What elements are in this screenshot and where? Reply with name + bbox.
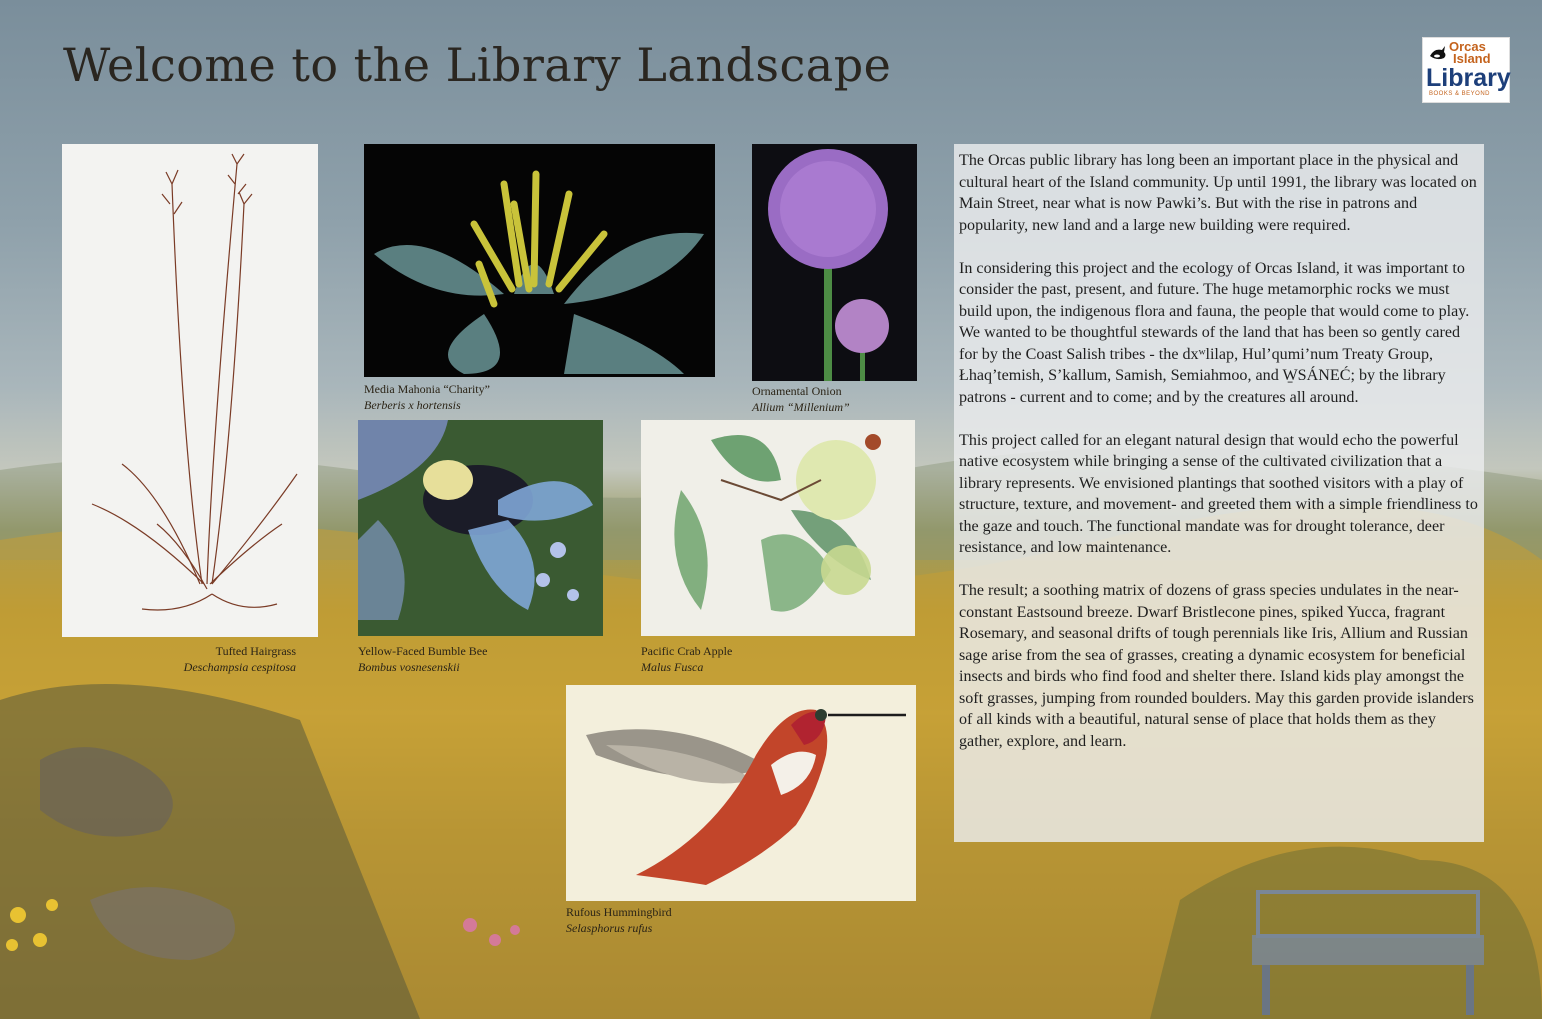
caption-allium — [752, 383, 922, 415]
description-panel — [954, 144, 1484, 842]
specimen-scientific: Allium “Millenium” — [752, 400, 850, 414]
caption-hummingbird — [566, 904, 816, 936]
specimen-name: Ornamental Onion — [752, 384, 842, 398]
paragraph-history: The Orcas public library has long been an important place in the physical and cultural heart of the Island community. Up until 1991, the library was located on Main Street, near what is now Pawki’s. But with the rise in patrons and popularity, new land and a large new building were required. — [959, 152, 1477, 234]
specimen-name: Yellow-Faced Bumble Bee — [358, 644, 488, 658]
specimen-name: Rufous Hummingbird — [566, 905, 672, 919]
hummingbird-illustration — [566, 685, 916, 901]
logo-line-3: Library — [1426, 64, 1511, 92]
specimen-name: Tufted Hairgrass — [215, 644, 296, 658]
allium-photo — [752, 144, 917, 381]
bumblebee-illustration — [358, 420, 603, 636]
specimen-scientific: Deschampsia cespitosa — [183, 660, 296, 674]
specimen-scientific: Berberis x hortensis — [364, 398, 461, 412]
specimen-name: Media Mahonia “Charity” — [364, 382, 490, 396]
paragraph-ecology: In considering this project and the ecology of Orcas Island, it was important to consider the past, present, and future. The huge metamorphic rocks we must build upon, the indigenous flora and fauna, the people that would come to play. We wanted to be thoughtful stewards of the land that has been so gently cared for by the Coast Salish tribes - the dxʷlilap, Hul’qumi’num Treaty Group, Łhaq’temish, S’kallum, Samish, Semiahmoo, and W̱SÁNEĆ; by the library patrons - current and to come; and by the creatures all around. — [959, 259, 1470, 406]
orca-icon — [1428, 44, 1448, 64]
paragraph-design: This project called for an elegant natural design that would echo the powerful native ecosystem while bringing a sense of the cultivated civilization that a library represents. We envisioned plantings that soothed visitors with a play of structure, texture, and movement- and greeted them with a simple friendliness to the gaze and touch. The functional mandate was for drought tolerance, deer resistance, and low maintenance. — [959, 431, 1478, 556]
grass-illustration — [62, 144, 318, 637]
specimen-name: Pacific Crab Apple — [641, 644, 733, 658]
logo-tagline: BOOKS & BEYOND — [1429, 91, 1491, 97]
caption-crabapple — [641, 643, 881, 675]
library-logo — [1422, 37, 1510, 103]
mahonia-photo — [364, 144, 715, 377]
crabapple-illustration — [641, 420, 915, 636]
caption-bumblebee — [358, 643, 598, 675]
caption-mahonia — [364, 381, 664, 413]
page-title: Welcome to the Library Landscape — [63, 38, 892, 92]
specimen-scientific: Selasphorus rufus — [566, 921, 653, 935]
logo-line-1: Orcas — [1449, 39, 1486, 54]
logo-line-2: Island — [1453, 51, 1491, 66]
specimen-scientific: Bombus vosnesenskii — [358, 660, 460, 674]
specimen-scientific: Malus Fusca — [641, 660, 704, 674]
caption-hairgrass — [62, 643, 296, 675]
paragraph-result: The result; a soothing matrix of dozens of grass species undulates in the near-constant Eastsound breeze. Dwarf Bristlecone pines, spiked Yucca, fragrant Rosemary, and seasonal drifts of tough perennials like Iris, Allium and Russian sage arise from the sea of grasses, creating a dynamic ecosystem for beneficial insects and birds who find food and shelter there. Island kids play amongst the soft grasses, jumping from rounded boulders. May this garden provide islanders of all kinds with a beautiful, natural sense of place that holds them as they gather, explore, and learn. — [959, 582, 1474, 750]
